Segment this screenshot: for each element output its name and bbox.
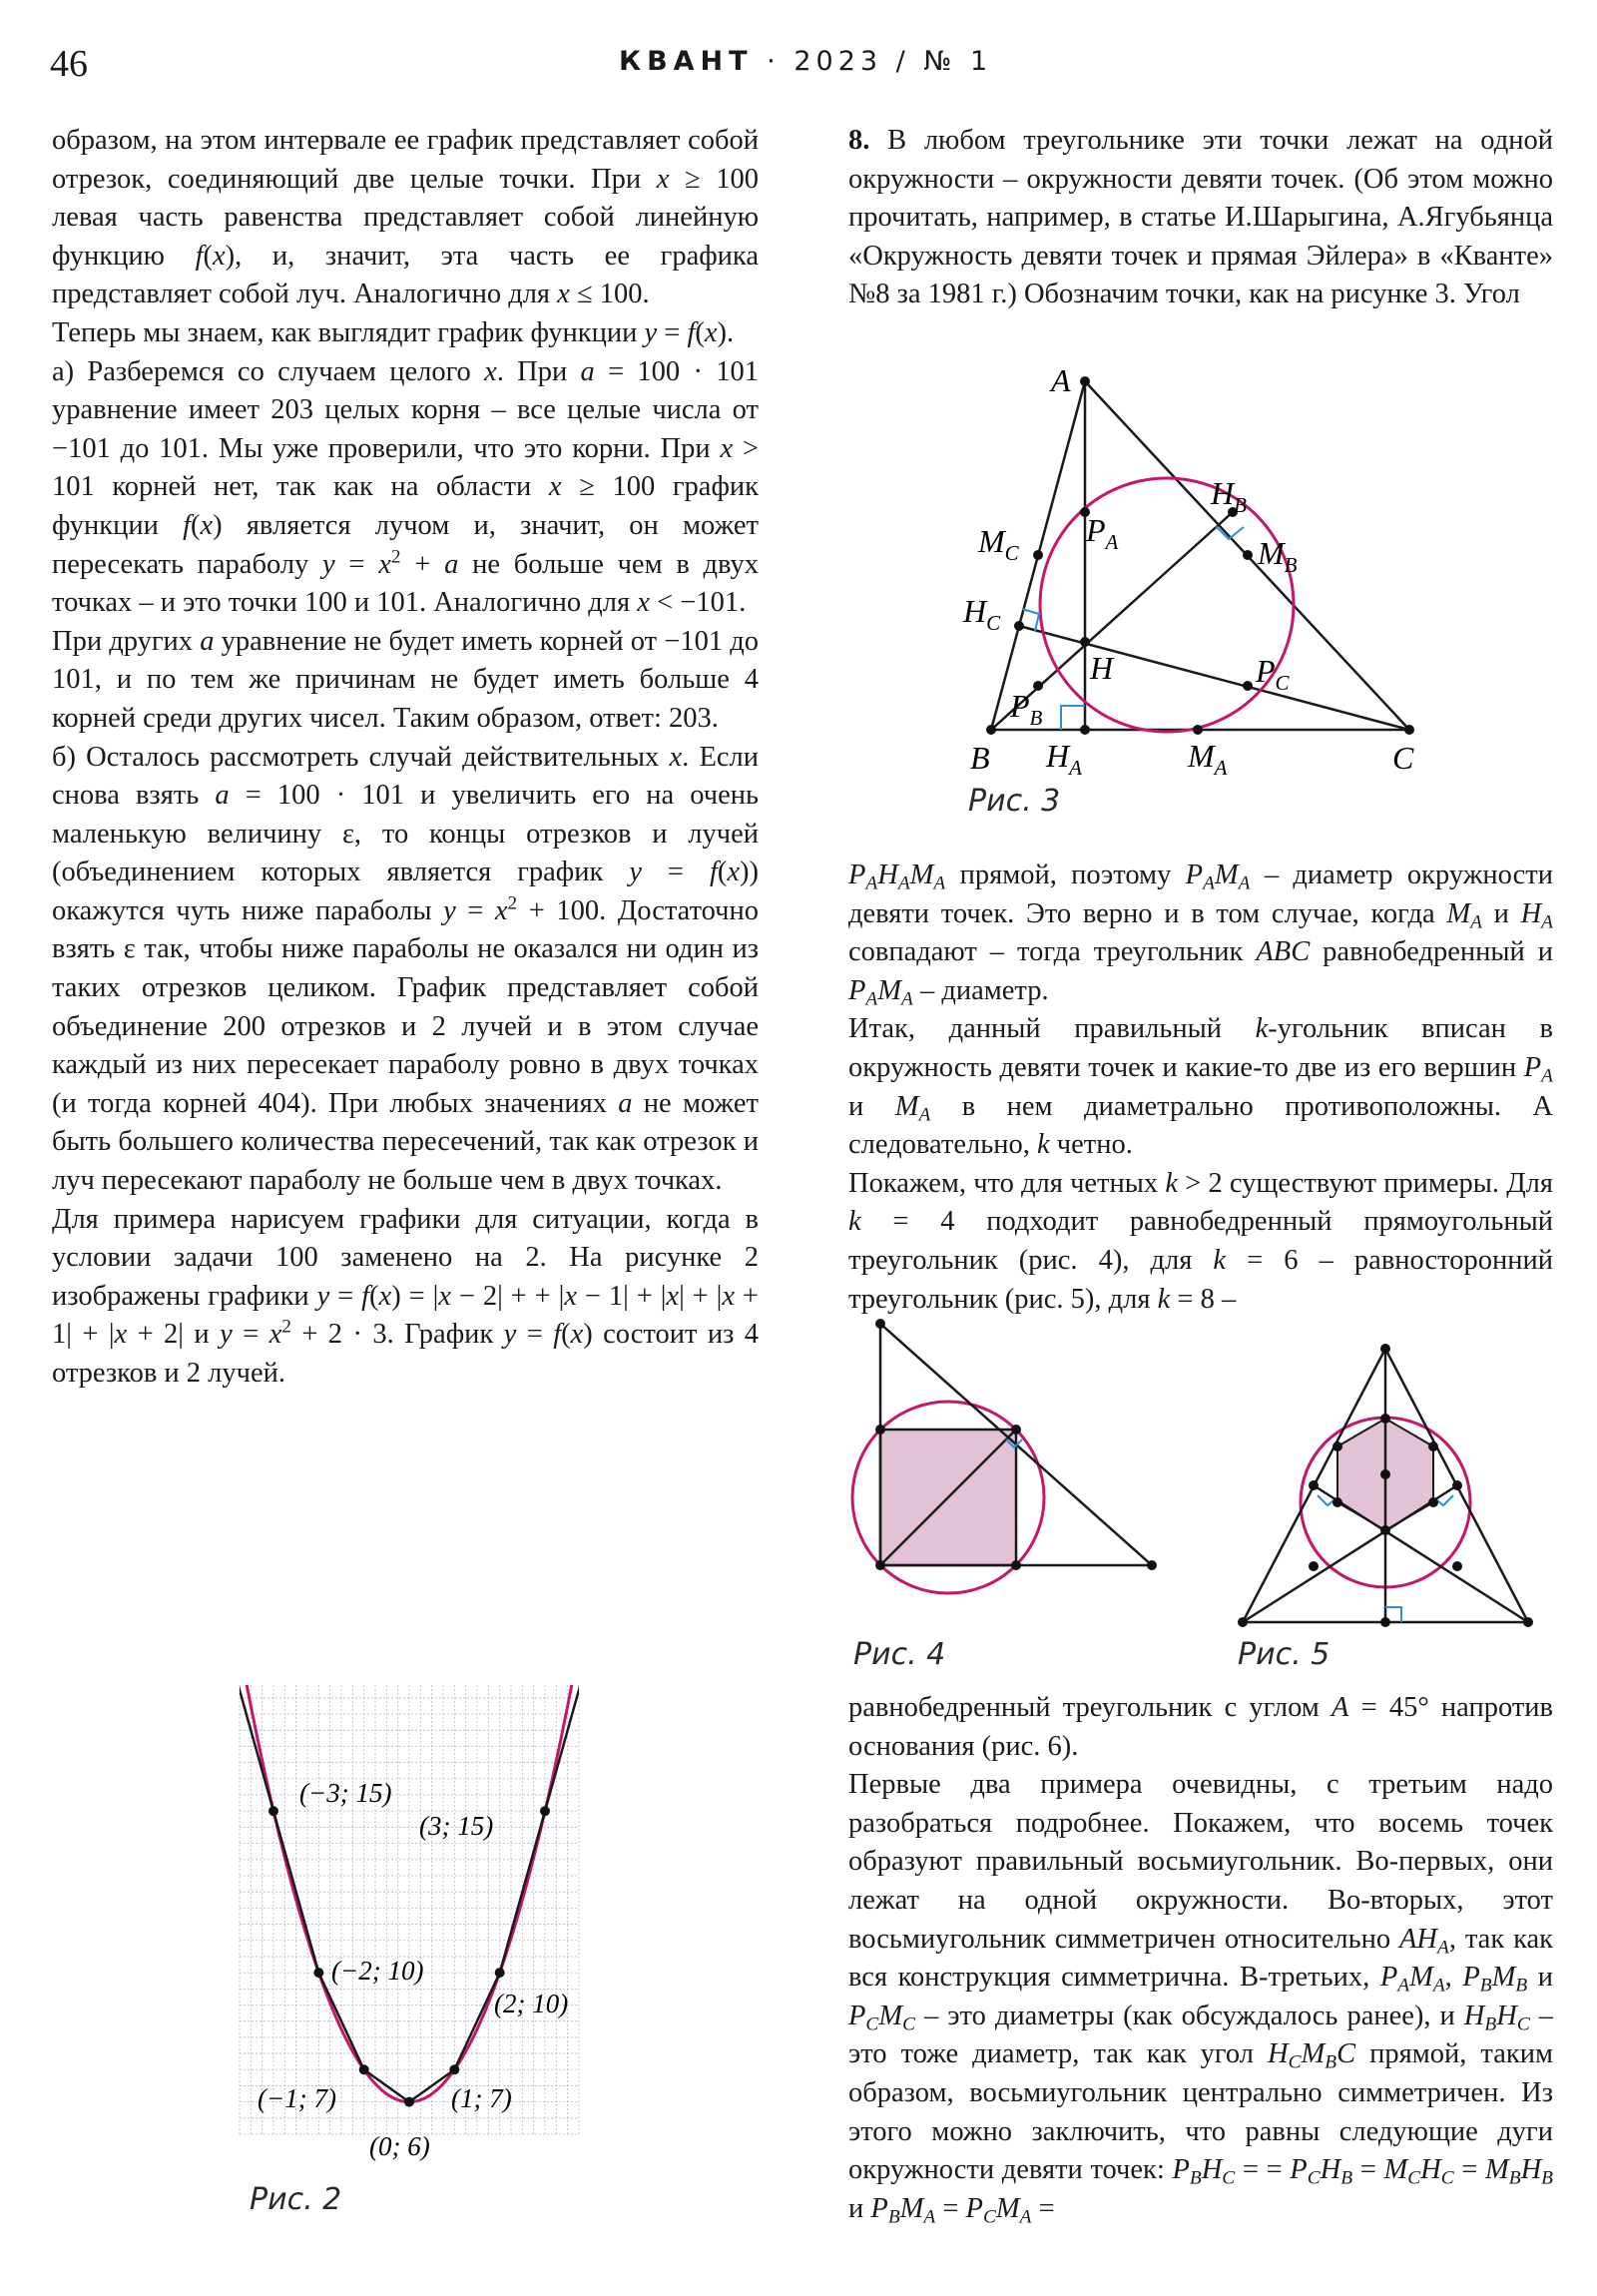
paragraph: равнобедренный треугольник с углом A = 45° напротив основания (рис. 6). <box>848 1692 1553 1762</box>
figure-4-right-isosceles <box>848 1313 1178 1612</box>
nine-point-circle <box>1040 478 1294 732</box>
figure-3-caption: Рис. 3 <box>968 784 1061 819</box>
paragraph: Для примера нарисуем графики для ситуации, когда в условии задачи 100 заменено на 2. На рисунке 2 изображены графики y = f(x) = |x − 2| + + |x − 1| + |x| + |x + 1| + |x + 2| и $y = x^2 + 2 \cdot 3$. График y = f(x) состоит из 4 отрезков и 2 лучей. <box>52 1203 760 1389</box>
right-column-text-bottom <box>848 1689 1553 2228</box>
label-C: C <box>1392 740 1414 776</box>
graph-point <box>313 1968 323 1978</box>
paragraph: При других a уравнение не будет иметь корней от −101 до 101, и по тем же причинам не будет иметь больше 4 корней среди других чисел. Таким образом, ответ: 203. <box>52 625 759 734</box>
paragraph: Теперь мы знаем, как выглядит график функции y = f(x). <box>52 316 735 348</box>
point-label: (−2; 10) <box>331 1956 424 1986</box>
point-label: (−1; 7) <box>258 2083 336 2113</box>
left-column-text <box>52 122 759 1394</box>
right-column-text-top <box>848 122 1553 314</box>
point-label: (3; 15) <box>419 1811 494 1841</box>
figure-3-nine-point-circle <box>958 359 1427 779</box>
journal-name: КВАНТ <box>619 46 754 77</box>
label-PA: $P_A$ <box>1086 512 1119 554</box>
point-label: (1; 7) <box>451 2083 512 2113</box>
label-H: H <box>1090 650 1114 686</box>
point-label: (0; 6) <box>369 2131 430 2161</box>
label-PB: $P_B$ <box>1010 688 1043 730</box>
figure-5-equilateral <box>1228 1338 1557 1637</box>
paragraph: образом, на этом интервале ее график представляет собой отрезок, соединяющий две целые точки. При x ≥ 100 левая часть равенства представляет собой линейную функцию f(x), и, значит, эта часть ее графика представляет собой луч. Аналогично для x ≤ 100. <box>52 125 759 310</box>
graph-point <box>359 2064 369 2074</box>
issue-number: 2023 / № 1 <box>794 46 993 77</box>
label-B: B <box>970 740 990 776</box>
label-MB: $M_B$ <box>1258 535 1298 577</box>
label-MA: $M_A$ <box>1188 738 1228 780</box>
paragraph: $P_AH_AM_A$ прямой, поэтому $P_AM_A$ – диаметр окружности девяти точек. Это верно и в том случае, когда $M_A$ и $H_A$ совпадают – тогда треугольник ABC равнобедренный и $P_AM_A$ – диаметр. <box>848 860 1553 1010</box>
graph-point <box>449 2064 459 2074</box>
graph-point <box>268 1806 278 1816</box>
point-label: (−3; 15) <box>299 1778 392 1808</box>
figure-2-graph <box>230 1677 599 2196</box>
label-HB: $H_B$ <box>1211 475 1247 517</box>
figure-4-caption: Рис. 4 <box>853 1637 946 1672</box>
graph-point <box>540 1806 550 1816</box>
running-header <box>619 46 992 77</box>
label-PC: $P_C$ <box>1256 653 1290 695</box>
label-HA: $H_A$ <box>1046 738 1082 780</box>
figure-2-caption: Рис. 2 <box>250 2182 342 2217</box>
figure-5-caption: Рис. 5 <box>1238 1637 1331 1672</box>
label-MC: $M_C$ <box>978 523 1019 565</box>
paragraph: 8. В любом треугольнике эти точки лежат на одной окружности – окружности девяти точек. (Об этом можно прочитать, например, в статье И.Шарыгина, А.Ягубьянца «Окружность девяти точек и прямая Эйлера» в «Кванте» №8 за 1981 г.) Обозначим точки, как на рисунке 3. Угол <box>848 125 1553 310</box>
grid <box>240 1685 579 2134</box>
paragraph: Итак, данный правильный k-угольник вписан в окружность девяти точек и какие-то две из его вершин $P_A$ и $M_A$ в нем диаметрально противоположны. А следовательно, k четно. <box>848 1013 1554 1161</box>
point-label: (2; 10) <box>494 1989 569 2018</box>
header-separator: · <box>767 46 781 77</box>
graph-point <box>495 1968 505 1978</box>
paragraph: а) Разберемся со случаем целого x. При a = 100 · 101 уравнение имеет 203 целых корня – все целые числа от −101 до 101. Мы уже проверили, что это корни. При x > 101 корней нет, так как на области x ≥ 100 график функции f(x) является лучом и, значит, он может пересекать параболу $y = x^2 + a$ не больше чем в двух точках – и это точки 100 и 101. Аналогично для x < −101. <box>52 355 760 619</box>
paragraph: Первые два примера очевидны, с третьим надо разобраться подробнее. Покажем, что восемь точек образуют правильный восьмиугольник. Во-первых, они лежат на одной окружности. Во-вторых, этот восьмиугольник симметричен относительно $AH_A$, так как вся конструкция симметрична. В-третьих, $P_AM_A$, $P_BM_B$ и $P_CM_C$ – это диаметры (как обсуждалось ранее), и $H_BH_C$ – это тоже диаметр, так как угол $H_CM_BC$ прямой, таким образом, восьмиугольник центрально симметричен. Из этого можно заключить, что равны следующие дуги окружности девяти точек: $P_BH_C$ = = $P_CH_B = M_CH_C = M_BH_B$ и $P_BM_A = P_CM_A$ = <box>848 1769 1554 2228</box>
right-angle-marks <box>1022 526 1244 730</box>
graph-point <box>404 2097 414 2107</box>
paragraph: б) Осталось рассмотреть случай действительных x. Если снова взять a = 100 · 101 и увеличить его на очень маленькую величину ε, то концы отрезков и лучей (объединением которых является график y = f(x)) окажутся чуть ниже параболы $y = x^2 + 100$. Достаточно взять ε так, чтобы ниже параболы не оказался ни один из таких отрезков целиком. График представляет собой объединение 200 отрезков и 2 лучей и в этом случае каждый из них пересекает параболу ровно в двух точках (и тогда корней 404). При любых значениях a не может быть большего количества пересечений, так как отрезок и луч пересекают параболу не больше чем в двух точках. <box>52 741 760 1197</box>
label-HC: $H_C$ <box>963 593 1001 635</box>
right-column-text-middle <box>848 857 1553 1319</box>
label-A: A <box>1051 362 1071 398</box>
page-number: 46 <box>50 43 88 85</box>
paragraph: Покажем, что для четных k > 2 существуют примеры. Для k = 4 подходит равнобедренный прямоугольный треугольник (рис. 4), для k = 6 – равносторонний треугольник (рис. 5), для k = 8 – <box>848 1167 1554 1315</box>
